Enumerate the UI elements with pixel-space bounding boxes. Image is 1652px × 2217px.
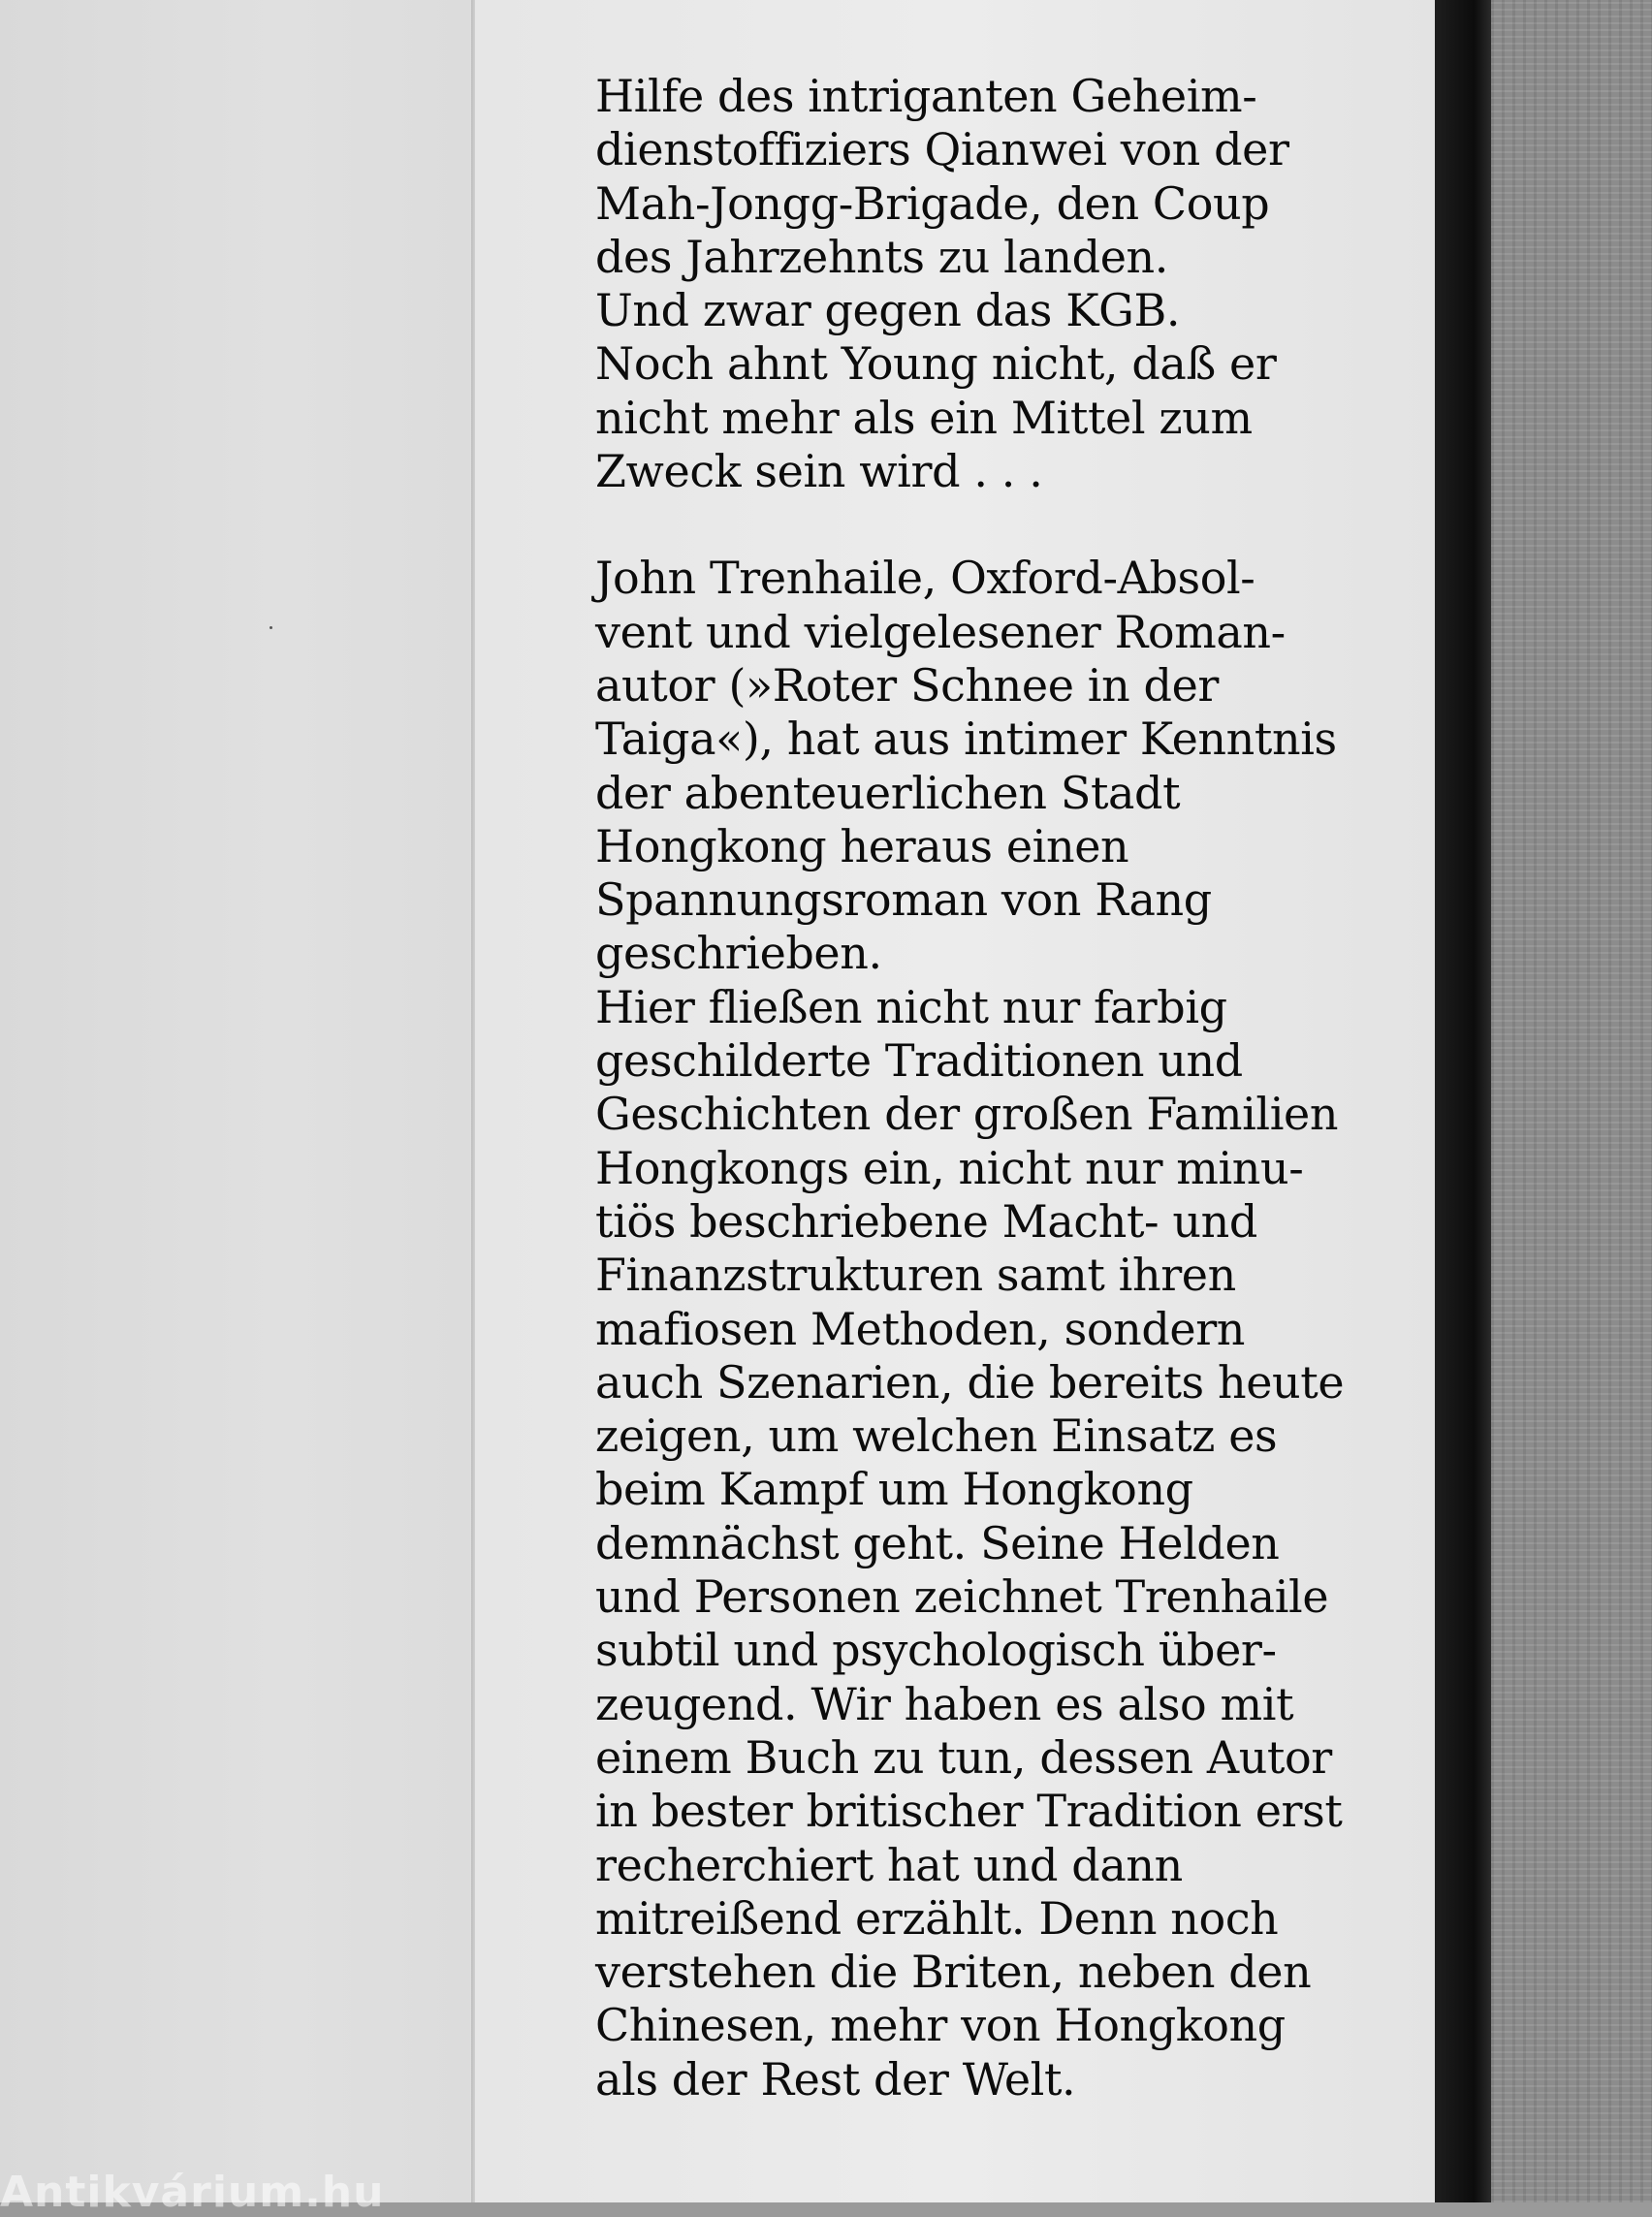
text-line: geschilderte Traditionen und [595,1034,1243,1088]
watermark-text: Antikvárium.hu [0,2168,385,2217]
text-line: subtil und psychologisch über- [595,1624,1277,1677]
paragraph-2 [595,552,1345,2106]
text-line: demnächst geht. Seine Helden [595,1516,1280,1569]
text-line: John Trenhaile, Oxford-Absol- [595,552,1255,605]
text-line: verstehen die Briten, neben den [595,1946,1312,1999]
text-line: Chinesen, mehr von Hongkong [595,1999,1286,2052]
text-line: nicht mehr als ein Mittel zum [595,391,1253,444]
text-line: Hier fließen nicht nur farbig [595,980,1227,1033]
text-line: Finanzstrukturen samt ihren [595,1249,1236,1302]
text-line: des Jahrzehnts zu landen. [595,230,1168,283]
text-line: Taiga«), hat aus intimer Kenntnis [595,713,1337,766]
text-line: geschrieben. [595,927,882,980]
text-line: dienstoffiziers Qianwei von der [595,123,1289,176]
text-line: als der Rest der Welt. [595,2052,1076,2106]
text-line: mafiosen Methoden, sondern [595,1302,1246,1355]
text-line: einem Buch zu tun, dessen Autor [595,1730,1332,1784]
paragraph-1 [595,70,1332,498]
text-line: mitreißend erzählt. Denn noch [595,1891,1279,1945]
text-line: der abenteuerlichen Stadt [595,766,1181,819]
text-line: Noch ahnt Young nicht, daß er [595,337,1277,391]
text-line: autor (»Roter Schnee in der [595,658,1219,712]
page-speck [270,626,272,629]
text-line: zeugend. Wir haben es also mit [595,1677,1294,1730]
text-line: tiös beschriebene Macht- und [595,1194,1257,1248]
text-line: Mah-Jongg-Brigade, den Coup [595,176,1270,230]
text-line: Und zwar gegen das KGB. [595,284,1181,337]
fabric-backdrop [1491,0,1652,2202]
text-line: auch Szenarien, die bereits heute [595,1355,1345,1409]
text-line: Geschichten der großen Familien [595,1088,1339,1141]
book-edge-shadow [1435,0,1491,2202]
text-line: in bester britischer Tradition erst [595,1785,1343,1838]
paragraph-gap [595,498,1332,552]
text-line: Hongkong heraus einen [595,819,1129,872]
left-blank-page [0,0,471,2202]
text-line: recherchiert hat und dann [595,1838,1183,1891]
text-line: vent und vielgelesener Roman- [595,605,1286,658]
text-line: beim Kampf um Hongkong [595,1463,1193,1516]
text-line: Hilfe des intriganten Geheim- [595,70,1257,122]
text-line: Spannungsroman von Rang [595,873,1212,927]
text-line: und Personen zeichnet Trenhaile [595,1570,1329,1624]
text-line: Zweck sein wird . . . [595,445,1043,498]
text-line: Hongkongs ein, nicht nur minu- [595,1141,1304,1194]
blurb-text [595,70,1345,2106]
text-line: zeigen, um welchen Einsatz es [595,1409,1278,1463]
